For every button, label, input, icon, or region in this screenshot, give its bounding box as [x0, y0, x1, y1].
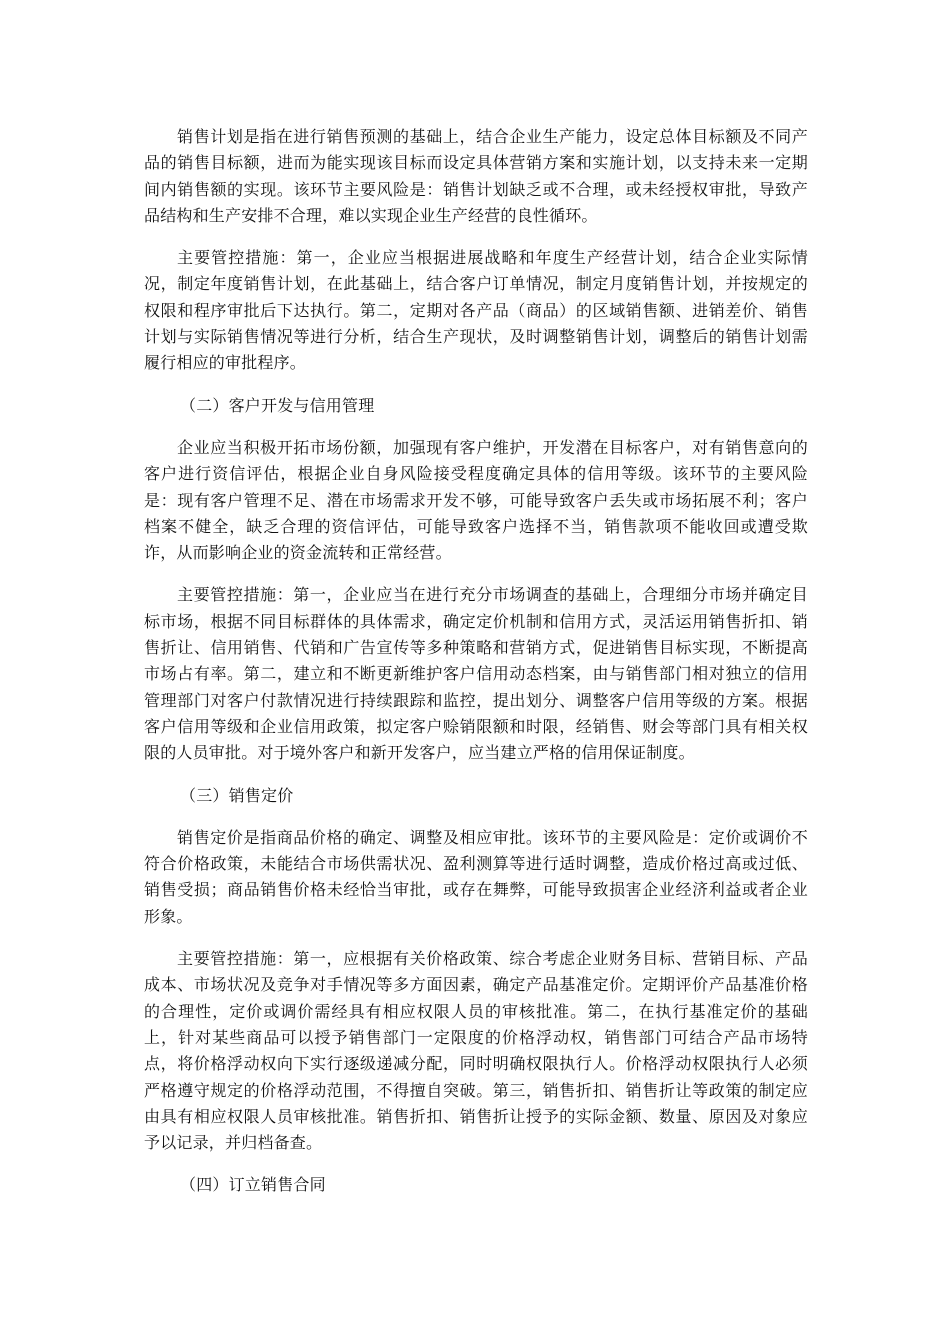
paragraph-gap [144, 1156, 808, 1172]
paragraph-pricing: 销售定价是指商品价格的确定、调整及相应审批。该环节的主要风险是：定价或调价不符合价格政策，未能结合市场供需状况、盈利测算等进行适时调整，造成价格过高或过低、销售受损；商品销售价格未经恰当审批，或存在舞弊，可能导致损害企业经济利益或者企业形象。 [144, 827, 808, 926]
paragraph-customer-controls: 主要管控措施：第一，企业应当在进行充分市场调查的基础上，合理细分市场并确定目标市场，根据不同目标群体的具体需求，确定定价机制和信用方式，灵活运用销售折扣、销售折让、信用销售、代销和广告宣传等多种策略和营销方式，促进销售目标实现，不断提高市场占有率。第二，建立和不断更新维护客户信用动态档案，由与销售部门相对独立的信用管理部门对客户付款情况进行持续跟踪和监控，提出划分、调整客户信用等级的方案。根据客户信用等级和企业信用政策，拟定客户赊销限额和时限，经销售、财会等部门具有相关权限的人员审批。对于境外客户和新开发客户，应当建立严格的信用保证制度。 [144, 585, 808, 763]
paragraph-gap [144, 566, 808, 582]
section-heading-customer-credit: （二）客户开发与信用管理 [180, 395, 375, 415]
paragraph-customer-development: 企业应当积极开拓市场份额，加强现有客户维护，开发潜在目标客户，对有销售意向的客户进行资信评估，根据企业自身风险接受程度确定具体的信用等级。该环节的主要风险是：现有客户管理不足、潜在市场需求开发不够，可能导致客户丢失或市场拓展不利；客户档案不健全，缺乏合理的资信评估，可能导致客户选择不当，销售款项不能收回或遭受欺诈，从而影响企业的资金流转和正常经营。 [144, 437, 808, 563]
section-heading-sales-contract: （四）订立销售合同 [180, 1175, 326, 1195]
paragraph-gap [144, 930, 808, 946]
paragraph-sales-plan: 销售计划是指在进行销售预测的基础上，结合企业生产能力，设定总体目标额及不同产品的销售目标额，进而为能实现该目标而设定具体营销方案和实施计划，以支持未来一定期间内销售额的实现。该环节主要风险是：销售计划缺乏或不合理，或未经授权审批，导致产品结构和生产安排不合理，难以实现企业生产经营的良性循环。 [144, 127, 808, 225]
paragraph-gap [144, 377, 808, 393]
document-body [144, 124, 808, 1199]
paragraph-pricing-controls: 主要管控措施：第一，应根据有关价格政策、综合考虑企业财务目标、营销目标、产品成本、市场状况及竞争对手情况等多方面因素，确定产品基准定价。定期评价产品基准价格的合理性，定价或调价需经具有相应权限人员的审核批准。第二，在执行基准定价的基础上，针对某些商品可以授予销售部门一定限度的价格浮动权，销售部门可结合产品市场特点，将价格浮动权向下实行逐级递减分配，同时明确权限执行人。价格浮动权限执行人必须严格遵守规定的价格浮动范围，不得擅自突破。第三，销售折扣、销售折让等政策的制定应由具有相应权限人员审核批准。销售折扣、销售折让授予的实际金额、数量、原因及对象应予以记录，并归档备查。 [144, 949, 808, 1153]
paragraph-gap [144, 419, 808, 435]
section-heading-pricing: （三）销售定价 [180, 785, 294, 805]
paragraph-gap [144, 809, 808, 825]
paragraph-gap [144, 229, 808, 245]
paragraph-sales-plan-controls: 主要管控措施：第一，企业应当根据进展战略和年度生产经营计划，结合企业实际情况，制定年度销售计划，在此基础上，结合客户订单情况，制定月度销售计划，并按规定的权限和程序审批后下达执行。第二，定期对各产品（商品）的区域销售额、进销差价、销售计划与实际销售情况等进行分析，结合生产现状，及时调整销售计划，调整后的销售计划需履行相应的审批程序。 [144, 248, 808, 373]
paragraph-gap [144, 767, 808, 783]
